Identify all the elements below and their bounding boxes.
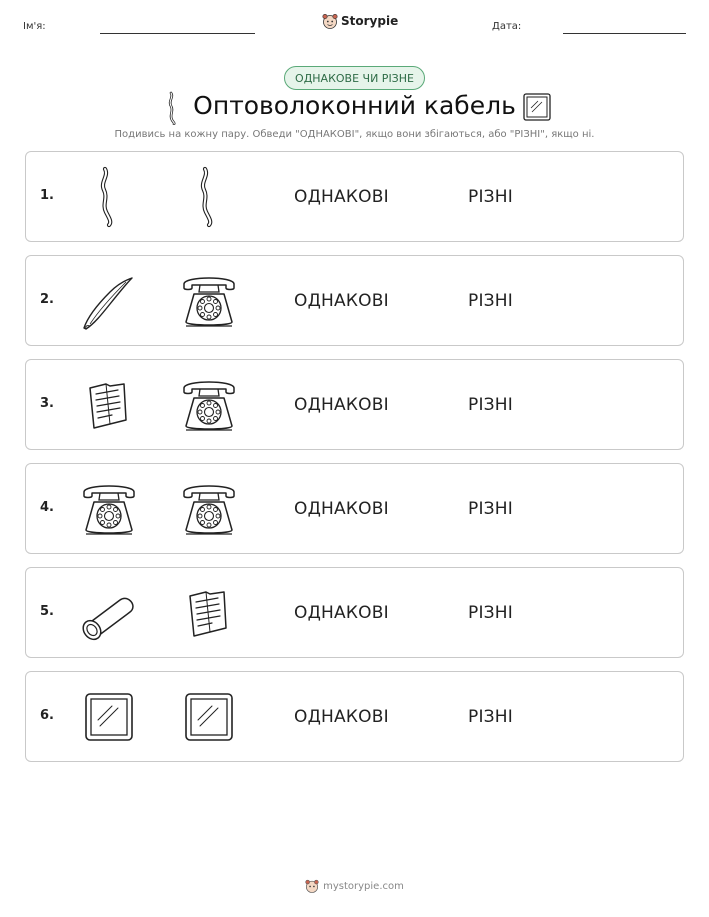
question-number: 4.	[40, 500, 54, 515]
telephone-icon	[176, 476, 242, 542]
question-row	[25, 567, 684, 658]
title-row	[0, 89, 709, 129]
fiber-cable-icon	[76, 164, 142, 230]
different-option[interactable]: РІЗНІ	[468, 187, 513, 207]
footer	[0, 879, 709, 893]
worksheet-type-badge: ОДНАКОВЕ ЧИ РІЗНЕ	[284, 66, 425, 90]
different-option[interactable]: РІЗНІ	[468, 499, 513, 519]
question-number: 2.	[40, 292, 54, 307]
question-row	[25, 255, 684, 346]
fiber-cable-icon	[176, 164, 242, 230]
glass-panel-icon	[76, 684, 142, 750]
same-option[interactable]: ОДНАКОВІ	[294, 603, 389, 623]
booklet-icon	[176, 580, 242, 646]
different-option[interactable]: РІЗНІ	[468, 291, 513, 311]
telephone-icon	[76, 476, 142, 542]
fiber-strand-icon	[76, 268, 142, 334]
same-option[interactable]: ОДНАКОВІ	[294, 395, 389, 415]
question-number: 5.	[40, 604, 54, 619]
tube-icon	[76, 580, 142, 646]
telephone-icon	[176, 268, 242, 334]
mascot-icon	[322, 13, 338, 29]
different-option[interactable]: РІЗНІ	[468, 603, 513, 623]
different-option[interactable]: РІЗНІ	[468, 395, 513, 415]
different-option[interactable]: РІЗНІ	[468, 707, 513, 727]
question-row	[25, 151, 684, 242]
mascot-icon	[305, 879, 319, 893]
footer-url: mystorypie.com	[323, 880, 404, 892]
same-option[interactable]: ОДНАКОВІ	[294, 291, 389, 311]
brand-logo	[322, 13, 398, 29]
name-line[interactable]	[100, 33, 255, 34]
date-label: Дата:	[492, 21, 522, 32]
instructions: Подивись на кожну пару. Обведи "ОДНАКОВІ", якщо вони збігаються, або "РІЗНІ", якщо ні.	[114, 129, 595, 140]
telephone-icon	[176, 372, 242, 438]
same-option[interactable]: ОДНАКОВІ	[294, 187, 389, 207]
question-number: 3.	[40, 396, 54, 411]
booklet-icon	[76, 372, 142, 438]
question-number: 6.	[40, 708, 54, 723]
question-row	[25, 671, 684, 762]
same-option[interactable]: ОДНАКОВІ	[294, 707, 389, 727]
glass-panel-icon	[523, 93, 551, 121]
question-row	[25, 359, 684, 450]
question-number: 1.	[40, 188, 54, 203]
glass-panel-icon	[176, 684, 242, 750]
date-line[interactable]	[563, 33, 686, 34]
brand-name: Storypie	[341, 14, 399, 28]
question-row	[25, 463, 684, 554]
page-title: Оптоволоконний кабель	[193, 91, 516, 120]
name-label: Ім'я:	[23, 21, 46, 32]
same-option[interactable]: ОДНАКОВІ	[294, 499, 389, 519]
